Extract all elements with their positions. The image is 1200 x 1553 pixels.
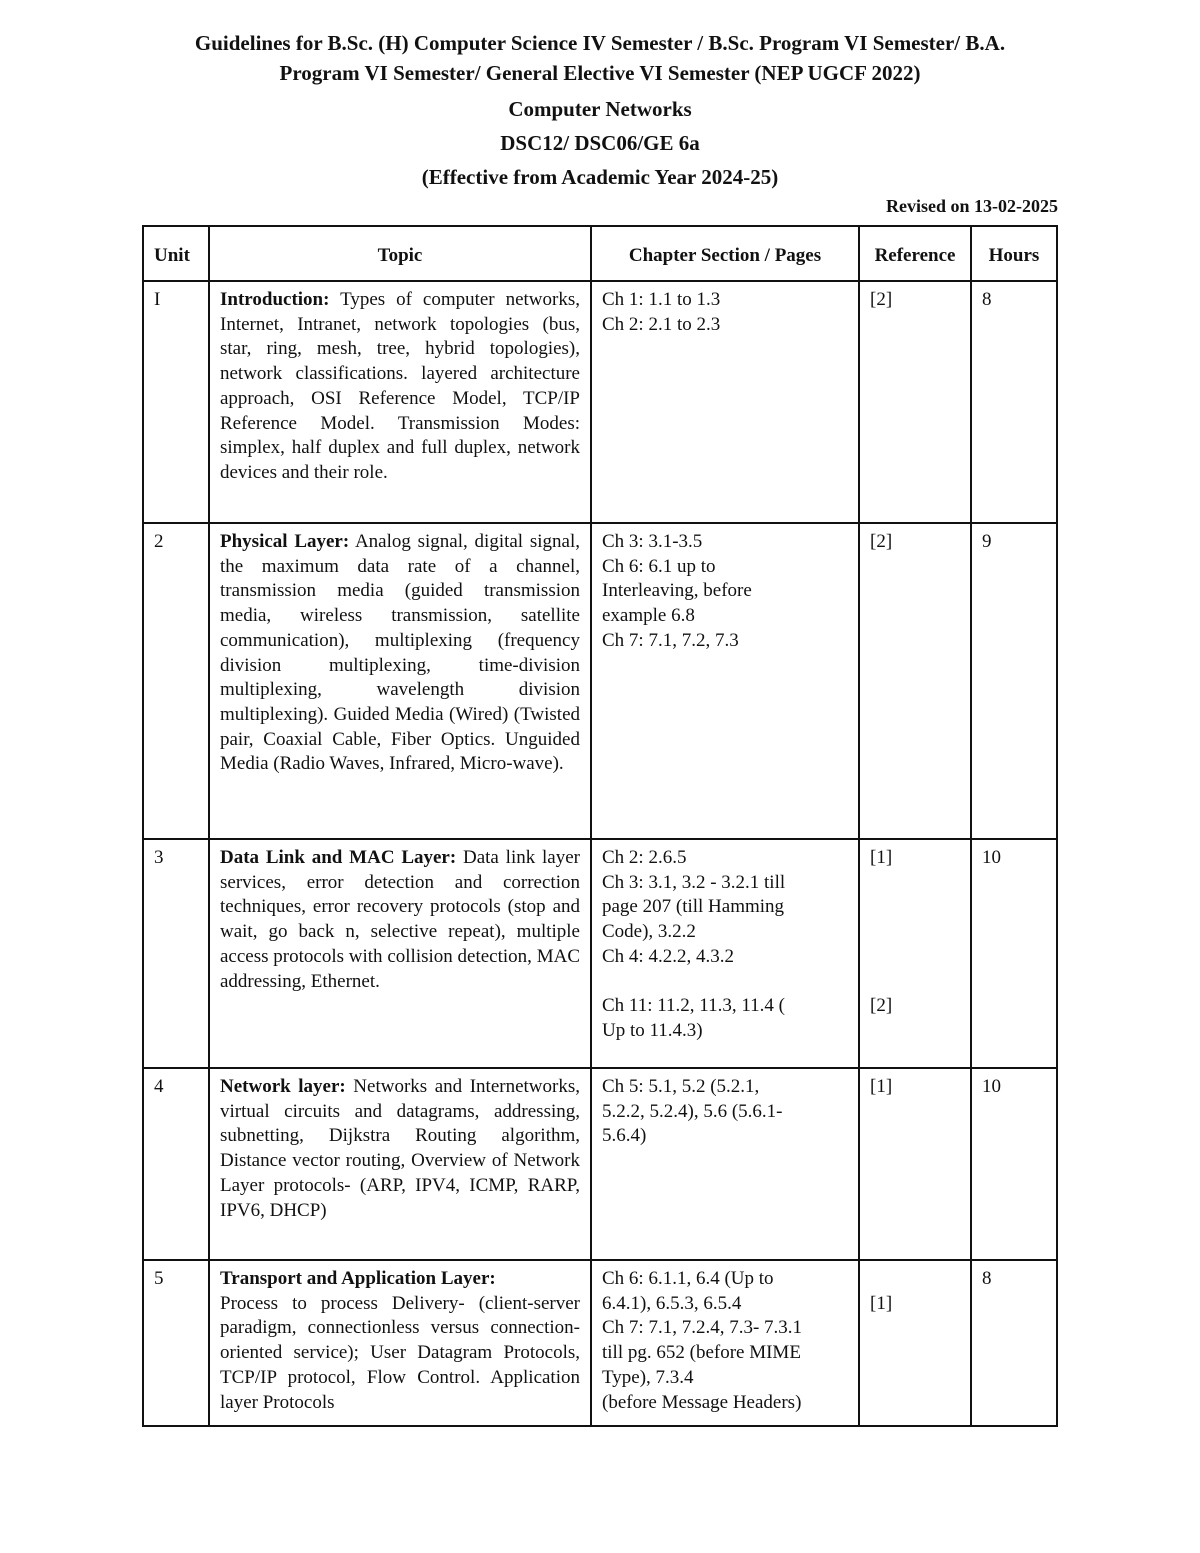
topic-title: Physical Layer:: [220, 531, 350, 552]
table-row: [143, 281, 1057, 523]
hours-cell: 8: [971, 281, 1057, 523]
chapter-line: example 6.8: [602, 605, 695, 627]
chapter-line: Ch 3: 3.1, 3.2 - 3.2.1 till: [602, 871, 786, 893]
unit-cell: 3: [143, 839, 209, 1068]
chapter-cell: [591, 1068, 859, 1260]
topic-text: Process to process Delivery- (client-server paradigm, connectionless versus connection-oriented service); User Datagram Protocols, TCP/IP protocol, Flow Control. Application layer Protocols: [220, 1292, 580, 1413]
chapter-line: Ch 11: 11.2, 11.3, 11.4 (: [602, 995, 785, 1017]
chapter-line: Ch 4: 4.2.2, 4.3.2: [602, 945, 734, 967]
effective-note: (Effective from Academic Year 2024-25): [421, 165, 779, 189]
chapter-line: Ch 7: 7.1, 7.2, 7.3: [602, 629, 739, 651]
chapter-line: Ch 2: 2.1 to 2.3: [602, 313, 721, 335]
table-row: [143, 839, 1057, 1068]
table-row: [143, 1068, 1057, 1260]
reference-gap: [870, 945, 960, 970]
chapter-line: 6.4.1), 6.5.3, 6.5.4: [602, 1292, 742, 1314]
hours-cell: 8: [971, 1260, 1057, 1426]
topic-cell: [209, 1068, 591, 1260]
chapter-line: Ch 7: 7.1, 7.2.4, 7.3- 7.3.1: [602, 1317, 803, 1339]
chapter-line: till pg. 652 (before MIME: [602, 1342, 801, 1364]
chapter-line: (before Message Headers): [602, 1391, 802, 1413]
reference-gap: [870, 895, 960, 920]
chapter-line: Ch 6: 6.1.1, 6.4 (Up to: [602, 1268, 774, 1289]
chapter-line: Ch 2: 2.6.5: [602, 847, 687, 868]
topic-title: Network layer:: [220, 1076, 346, 1097]
reference-value: [1]: [870, 847, 893, 868]
chapter-cell: [591, 839, 859, 1068]
reference-gap: [870, 871, 960, 896]
chapter-line: Up to 11.4.3): [602, 1019, 703, 1041]
chapter-line: Type), 7.3.4: [602, 1366, 694, 1388]
syllabus-table: [142, 225, 1058, 1427]
reference-cell: [2]: [859, 281, 971, 523]
topic-cell: [209, 1260, 591, 1426]
topic-title: Data Link and MAC Layer:: [220, 847, 457, 868]
chapter-line: Ch 1: 1.1 to 1.3: [602, 289, 721, 310]
topic-cell: [209, 281, 591, 523]
topic-cell: [209, 523, 591, 839]
chapter-gap: [602, 970, 848, 995]
table-row: [143, 523, 1057, 839]
column-header-unit: Unit: [143, 226, 209, 281]
unit-cell: 2: [143, 523, 209, 839]
hours-cell: 10: [971, 839, 1057, 1068]
topic-text: Data link layer services, error detection and correction techniques, error recovery protocols (stop and wait, go back n, selective repeat), multiple access protocols with collision detection, MAC addressing, Ethernet.: [220, 847, 580, 992]
chapter-line: 5.6.4): [602, 1125, 647, 1147]
chapter-line: page 207 (till Hamming: [602, 896, 785, 918]
chapter-line: Ch 5: 5.1, 5.2 (5.2.1,: [602, 1076, 760, 1097]
chapter-line: 5.2.2, 5.2.4), 5.6 (5.6.1-: [602, 1100, 783, 1122]
topic-title: Introduction:: [220, 289, 330, 310]
column-header-reference: Reference: [859, 226, 971, 281]
hours-cell: 9: [971, 523, 1057, 839]
reference-cell: [859, 839, 971, 1068]
table-header-row: [143, 226, 1057, 281]
chapter-cell: [591, 1260, 859, 1426]
chapter-cell: [591, 281, 859, 523]
unit-cell: I: [143, 281, 209, 523]
reference-value: [1]: [870, 1292, 893, 1314]
topic-cell: [209, 839, 591, 1068]
chapter-cell: [591, 523, 859, 839]
reference-gap: [870, 969, 960, 994]
column-header-hours: Hours: [971, 226, 1057, 281]
topic-text: Types of computer networks, Internet, Intranet, network topologies (bus, star, ring, mesh, tree, hybrid topologies), network classifications. layered architecture approach, OSI Reference Model, TCP/IP Reference Model. Transmission Modes: simplex, half duplex and full duplex, network devices and their role.: [220, 289, 580, 483]
chapter-line: Interleaving, before: [602, 580, 752, 602]
unit-cell: 4: [143, 1068, 209, 1260]
header-line-1: Guidelines for B.Sc. (H) Computer Science IV Semester / B.Sc. Program VI Semester/ B.A.: [194, 31, 1006, 55]
reference-gap: [870, 1267, 960, 1292]
topic-text: Networks and Internetworks, virtual circuits and datagrams, addressing, subnetting, Dijkstra Routing algorithm, Distance vector routing, Overview of Network Layer protocols- (ARP, IPV4, ICMP, RARP, IPV6, DHCP): [220, 1076, 580, 1221]
reference-cell: [2]: [859, 523, 971, 839]
reference-value: [2]: [870, 995, 893, 1017]
hours-cell: 10: [971, 1068, 1057, 1260]
header-line-2: Program VI Semester/ General Elective VI Semester (NEP UGCF 2022): [279, 61, 921, 85]
unit-cell: 5: [143, 1260, 209, 1426]
reference-cell: [859, 1260, 971, 1426]
chapter-line: Ch 6: 6.1 up to: [602, 555, 716, 577]
course-title: Computer Networks: [508, 97, 692, 121]
column-header-chapter: Chapter Section / Pages: [591, 226, 859, 281]
chapter-line: Ch 3: 3.1-3.5: [602, 531, 703, 552]
chapter-line: Code), 3.2.2: [602, 921, 696, 943]
revised-date: Revised on 13-02-2025: [886, 196, 1058, 216]
column-header-topic: Topic: [209, 226, 591, 281]
table-row: [143, 1260, 1057, 1426]
topic-title: Transport and Application Layer:: [220, 1268, 496, 1289]
document-header: [0, 28, 1200, 192]
reference-gap: [870, 920, 960, 945]
reference-cell: [1]: [859, 1068, 971, 1260]
course-code: DSC12/ DSC06/GE 6a: [500, 131, 700, 155]
topic-text: Analog signal, digital signal, the maximum data rate of a channel, transmission media (guided transmission media, wireless transmission, satellite communication), multiplexing (frequency division multiplexing, time-division multiplexing, wavelength division multiplexing). Guided Media (Wired) (Twisted pair, Coaxial Cable, Fiber Optics. Unguided Media (Radio Waves, Infrared, Micro-wave).: [220, 531, 580, 775]
